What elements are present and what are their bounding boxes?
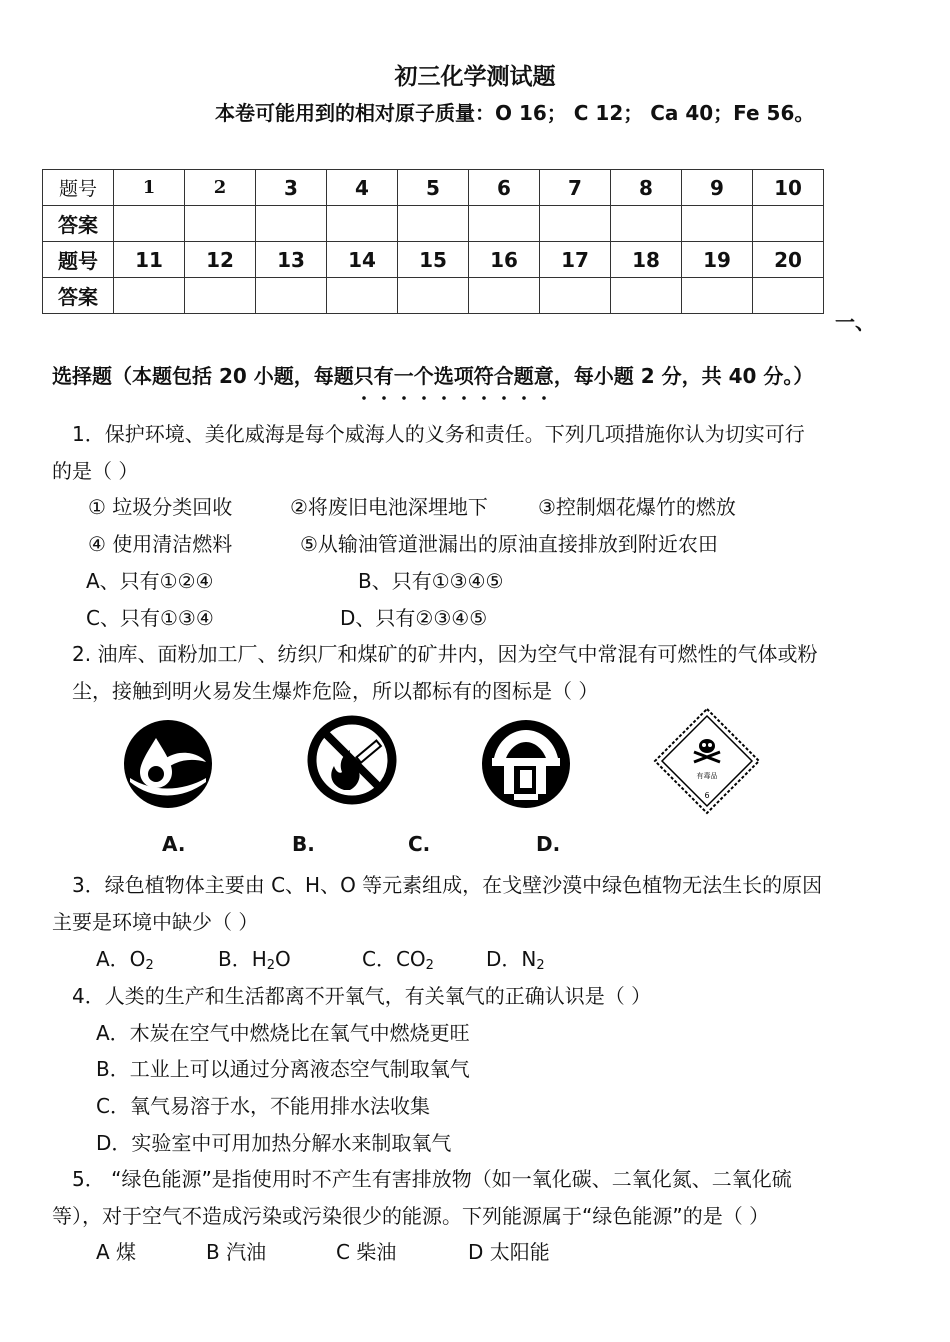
- question-number-cell: 18: [611, 242, 682, 278]
- answer-cell[interactable]: [611, 206, 682, 242]
- answer-cell[interactable]: [114, 278, 185, 314]
- row-header-question: 题号: [43, 242, 114, 278]
- option-text-tail: O: [275, 947, 291, 971]
- answer-table: [42, 169, 824, 314]
- answer-cell[interactable]: [256, 206, 327, 242]
- emphasis-dots: [354, 395, 554, 401]
- question-number-cell: 14: [327, 242, 398, 278]
- toxic-hazard-icon: [652, 706, 762, 816]
- answer-cell[interactable]: [114, 206, 185, 242]
- table-row: [43, 206, 824, 242]
- answer-cell[interactable]: [327, 206, 398, 242]
- answer-cell[interactable]: [469, 278, 540, 314]
- question-number-cell: 20: [753, 242, 824, 278]
- question-number-cell: 10: [753, 170, 824, 206]
- q3-stem-line2: 主要是环境中缺少（ ）: [52, 910, 259, 934]
- q1-option-d[interactable]: D、只有②③④⑤: [340, 606, 488, 630]
- section-title-emphasis: [354, 360, 554, 389]
- answer-cell[interactable]: [185, 206, 256, 242]
- question-number-cell: 6: [469, 170, 540, 206]
- q5-stem-line1: 5． “绿色能源”是指使用时不产生有害排放物（如一氧化碳、二氧化氮、二氧化硫: [72, 1167, 792, 1191]
- q4-option-c[interactable]: C．氧气易溶于水，不能用排水法收集: [96, 1094, 430, 1118]
- q1-stem-line1: 1．保护环境、美化威海是每个威海人的义务和责任。下列几项措施你认为切实可行: [72, 422, 805, 446]
- q5-option-a[interactable]: A 煤: [96, 1240, 137, 1264]
- answer-cell[interactable]: [256, 278, 327, 314]
- q1-option-c[interactable]: C、只有①③④: [86, 606, 214, 630]
- row-header-question: 题号: [43, 170, 114, 206]
- q3-stem-line1: 3．绿色植物体主要由 C、H、O 等元素组成，在戈壁沙漠中绿色植物无法生长的原因: [72, 873, 823, 897]
- section-title-pre: 选择题（本题包括 20 小题，每题: [52, 364, 354, 388]
- q5-option-c[interactable]: C 柴油: [336, 1240, 397, 1264]
- sign-number-text: 6: [704, 791, 710, 800]
- row-header-answer: 答案: [43, 278, 114, 314]
- water-saving-icon: [122, 718, 214, 810]
- question-number-cell: 2: [185, 170, 256, 206]
- answer-cell[interactable]: [398, 206, 469, 242]
- question-number-cell: 1: [114, 170, 185, 206]
- question-number-cell: 19: [682, 242, 753, 278]
- q2-option-d[interactable]: D.: [536, 832, 561, 856]
- q1-item-1: ① 垃圾分类回收: [88, 495, 233, 519]
- atomic-masses-note: 本卷可能用到的相对原子质量：O 16； C 12； Ca 40；Fe 56。: [215, 101, 815, 125]
- q4-option-d[interactable]: D．实验室中可用加热分解水来制取氧气: [96, 1131, 452, 1155]
- q2-option-b[interactable]: B.: [292, 832, 315, 856]
- question-number-cell: 7: [540, 170, 611, 206]
- q1-stem-line2: 的是（ ）: [52, 459, 139, 483]
- section-number: 一、: [835, 310, 875, 334]
- q1-item-2: ②将废旧电池深埋地下: [290, 495, 488, 519]
- q4-option-a[interactable]: A．木炭在空气中燃烧比在氧气中燃烧更旺: [96, 1021, 470, 1045]
- q4-option-b[interactable]: B．工业上可以通过分离液态空气制取氧气: [96, 1057, 470, 1081]
- question-number-cell: 13: [256, 242, 327, 278]
- question-number-cell: 12: [185, 242, 256, 278]
- question-number-cell: 4: [327, 170, 398, 206]
- section-title-post: ，每小题 2 分，共 40 分。）: [553, 364, 814, 388]
- q1-item-4: ④ 使用清洁燃料: [88, 532, 233, 556]
- question-number-cell: 11: [114, 242, 185, 278]
- question-number-cell: 17: [540, 242, 611, 278]
- answer-cell[interactable]: [611, 278, 682, 314]
- answer-cell[interactable]: [540, 278, 611, 314]
- emphasis-text: 只有一个选项符合题意: [353, 364, 554, 388]
- answer-cell[interactable]: [682, 278, 753, 314]
- q3-option-b[interactable]: [218, 943, 291, 973]
- page-title: 初三化学测试题: [394, 64, 556, 90]
- answer-cell[interactable]: [469, 206, 540, 242]
- question-number-cell: 3: [256, 170, 327, 206]
- q2-stem-line2: 尘，接触到明火易发生爆炸危险，所以都标有的图标是（ ）: [72, 679, 599, 703]
- answer-cell[interactable]: [327, 278, 398, 314]
- q2-option-c[interactable]: C.: [408, 832, 431, 856]
- q5-stem-line2: 等），对于空气不造成污染或污染很少的能源。下列能源属于“绿色能源”的是（ ）: [52, 1204, 770, 1228]
- q1-option-b[interactable]: B、只有①③④⑤: [358, 569, 504, 593]
- answer-cell[interactable]: [398, 278, 469, 314]
- option-text: B．H: [218, 947, 267, 971]
- option-text: D．N: [486, 947, 537, 971]
- question-number-cell: 8: [611, 170, 682, 206]
- subscript: 2: [536, 958, 545, 973]
- q2-option-a[interactable]: A.: [162, 832, 186, 856]
- question-number-cell: 16: [469, 242, 540, 278]
- answer-cell[interactable]: [753, 206, 824, 242]
- question-number-cell: 9: [682, 170, 753, 206]
- q2-stem-line1: 2. 油库、面粉加工厂、纺织厂和煤矿的矿井内，因为空气中常混有可燃性的气体或粉: [72, 642, 818, 666]
- q1-option-a[interactable]: A、只有①②④: [86, 569, 214, 593]
- option-text: A．O: [96, 947, 146, 971]
- table-row: [43, 278, 824, 314]
- recycling-icon: [480, 718, 572, 810]
- subscript: 2: [425, 958, 434, 973]
- question-number-cell: 5: [398, 170, 469, 206]
- q4-stem: 4．人类的生产和生活都离不开氧气，有关氧气的正确认识是（ ）: [72, 984, 652, 1008]
- answer-cell[interactable]: [682, 206, 753, 242]
- sign-label-text: 有毒品: [696, 772, 718, 780]
- q5-option-d[interactable]: D 太阳能: [468, 1240, 550, 1264]
- subscript: 2: [145, 958, 154, 973]
- q5-option-b[interactable]: B 汽油: [206, 1240, 267, 1264]
- q3-option-a[interactable]: [96, 943, 154, 973]
- q3-option-d[interactable]: [486, 943, 545, 973]
- answer-cell[interactable]: [753, 278, 824, 314]
- option-text: C．CO: [362, 947, 426, 971]
- table-row: [43, 170, 824, 206]
- answer-cell[interactable]: [185, 278, 256, 314]
- section-title: [52, 360, 813, 389]
- question-number-cell: 15: [398, 242, 469, 278]
- row-header-answer: 答案: [43, 206, 114, 242]
- q3-option-c[interactable]: [362, 943, 434, 973]
- table-row: [43, 242, 824, 278]
- q1-item-5: ⑤从输油管道泄漏出的原油直接排放到附近农田: [300, 532, 718, 556]
- q1-item-3: ③控制烟花爆竹的燃放: [538, 495, 736, 519]
- subscript: 2: [266, 958, 276, 973]
- answer-cell[interactable]: [540, 206, 611, 242]
- no-open-flame-icon: [304, 712, 400, 808]
